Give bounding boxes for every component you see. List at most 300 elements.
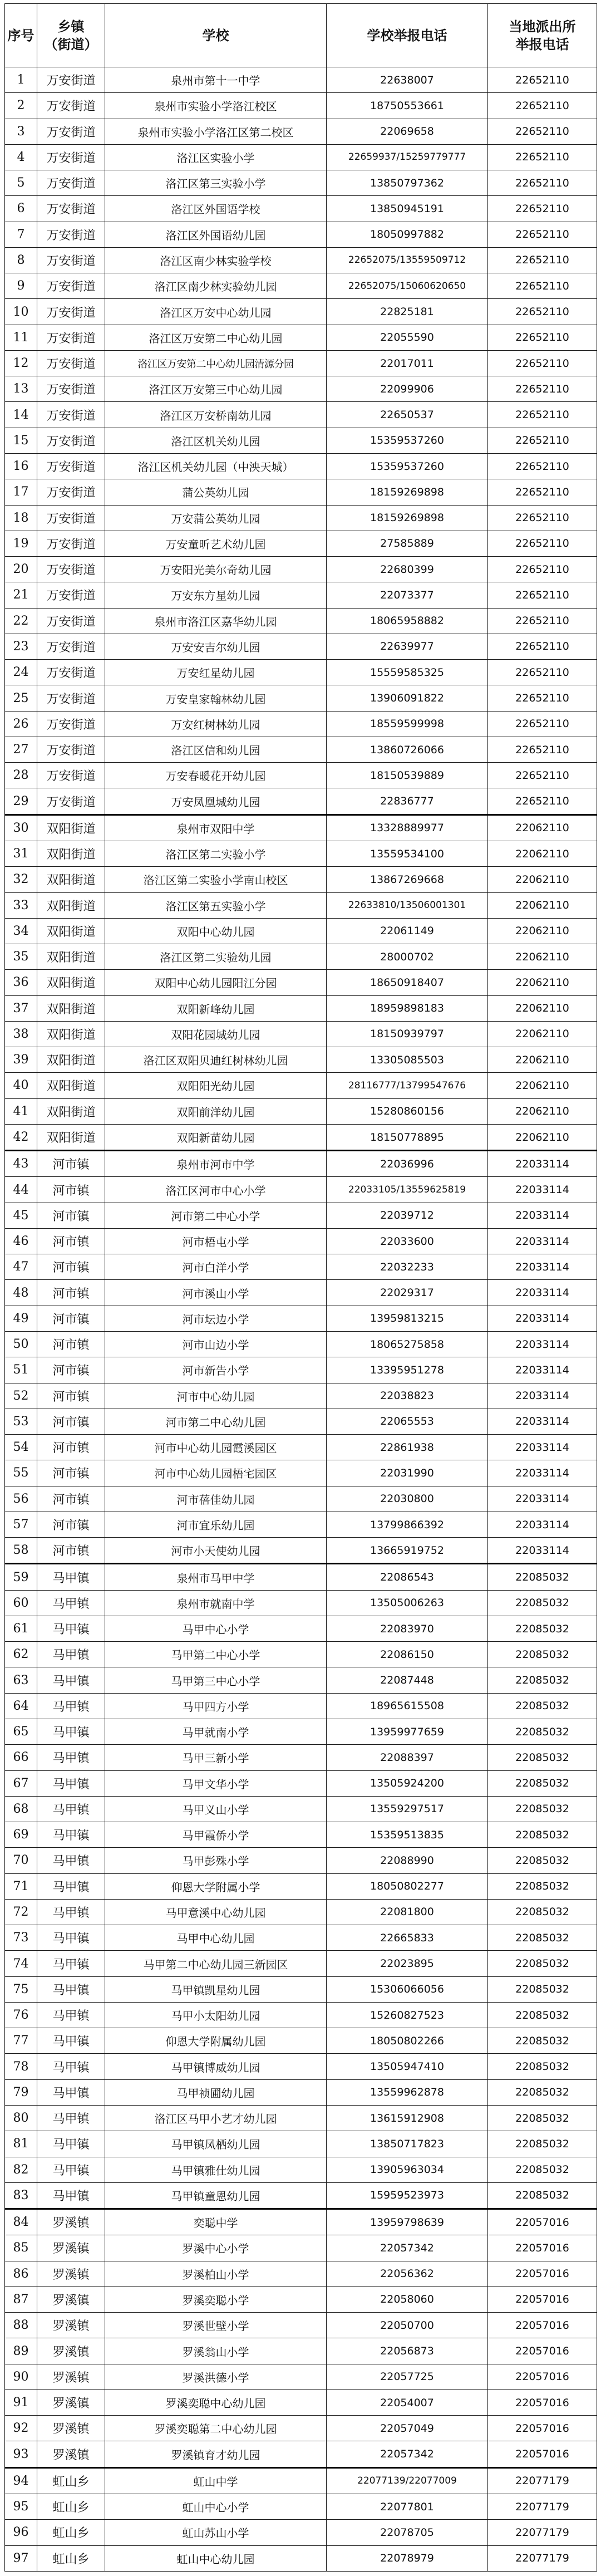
cell-school-phone: 22633810/13506001301 bbox=[327, 892, 488, 918]
cell-school-phone: 15359537260 bbox=[327, 428, 488, 453]
cell-school-phone: 18159269898 bbox=[327, 479, 488, 505]
table-row bbox=[5, 1873, 597, 1899]
table-row bbox=[5, 2338, 597, 2364]
table-row bbox=[5, 1770, 597, 1796]
cell-school-phone: 22038823 bbox=[327, 1383, 488, 1409]
cell-police-phone: 22062110 bbox=[488, 1047, 597, 1073]
cell-school-phone: 22088990 bbox=[327, 1848, 488, 1873]
table-row bbox=[5, 944, 597, 970]
cell-school: 洛江区第二实验幼儿园 bbox=[105, 944, 327, 970]
cell-town: 马甲镇 bbox=[37, 1719, 105, 1745]
cell-police-phone: 22062110 bbox=[488, 867, 597, 892]
cell-serial-number: 35 bbox=[5, 944, 37, 970]
cell-town: 双阳街道 bbox=[37, 918, 105, 944]
table-row bbox=[5, 1332, 597, 1357]
table-row bbox=[5, 479, 597, 505]
cell-school: 万安凤凰城幼儿园 bbox=[105, 788, 327, 814]
cell-serial-number: 14 bbox=[5, 402, 37, 428]
cell-serial-number: 29 bbox=[5, 788, 37, 814]
cell-police-phone: 22033114 bbox=[488, 1228, 597, 1254]
cell-police-phone: 22057016 bbox=[488, 2416, 597, 2441]
cell-town: 万安街道 bbox=[37, 428, 105, 453]
cell-police-phone: 22652110 bbox=[488, 247, 597, 273]
cell-serial-number: 40 bbox=[5, 1073, 37, 1098]
header-town-line2: （街道） bbox=[44, 36, 98, 52]
cell-town: 河市镇 bbox=[37, 1460, 105, 1486]
cell-school-phone: 18050802266 bbox=[327, 2028, 488, 2054]
cell-serial-number: 78 bbox=[5, 2054, 37, 2079]
cell-police-phone: 22652110 bbox=[488, 479, 597, 505]
cell-school-phone: 15359513835 bbox=[327, 1822, 488, 1848]
cell-school: 双阳中心幼儿园 bbox=[105, 918, 327, 944]
cell-town: 双阳街道 bbox=[37, 970, 105, 995]
cell-serial-number: 28 bbox=[5, 763, 37, 788]
table-row bbox=[5, 1357, 597, 1383]
cell-police-phone: 22033114 bbox=[488, 1512, 597, 1537]
cell-serial-number: 11 bbox=[5, 325, 37, 350]
cell-serial-number: 51 bbox=[5, 1357, 37, 1383]
cell-police-phone: 22057016 bbox=[488, 2261, 597, 2286]
cell-police-phone: 22652110 bbox=[488, 222, 597, 247]
cell-serial-number: 52 bbox=[5, 1383, 37, 1409]
header-town bbox=[37, 4, 105, 67]
table-row bbox=[5, 428, 597, 453]
cell-town: 万安街道 bbox=[37, 67, 105, 93]
cell-serial-number: 23 bbox=[5, 634, 37, 659]
cell-serial-number: 53 bbox=[5, 1409, 37, 1434]
cell-serial-number: 49 bbox=[5, 1306, 37, 1331]
header-police-line2: 举报电话 bbox=[515, 36, 569, 52]
cell-school-phone: 15306066056 bbox=[327, 1976, 488, 2002]
cell-police-phone: 22033114 bbox=[488, 1177, 597, 1203]
cell-police-phone: 22085032 bbox=[488, 1616, 597, 1641]
table-row bbox=[5, 247, 597, 273]
cell-town: 罗溪镇 bbox=[37, 2441, 105, 2467]
table-row bbox=[5, 1745, 597, 1770]
cell-town: 河市镇 bbox=[37, 1538, 105, 1564]
cell-school-phone: 22825181 bbox=[327, 299, 488, 325]
table-row bbox=[5, 737, 597, 762]
cell-school: 罗溪奕聪小学 bbox=[105, 2286, 327, 2312]
cell-town: 罗溪镇 bbox=[37, 2313, 105, 2338]
table-row bbox=[5, 685, 597, 711]
cell-police-phone: 22057016 bbox=[488, 2286, 597, 2312]
cell-police-phone: 22033114 bbox=[488, 1460, 597, 1486]
cell-police-phone: 22077179 bbox=[488, 2545, 597, 2572]
cell-police-phone: 22652110 bbox=[488, 119, 597, 144]
cell-school-phone: 22665833 bbox=[327, 1925, 488, 1951]
cell-police-phone: 22077179 bbox=[488, 2520, 597, 2545]
cell-serial-number: 4 bbox=[5, 144, 37, 170]
cell-police-phone: 22652110 bbox=[488, 67, 597, 93]
table-row bbox=[5, 1486, 597, 1512]
table-row bbox=[5, 892, 597, 918]
cell-school: 河市新告小学 bbox=[105, 1357, 327, 1383]
cell-school-phone: 22056873 bbox=[327, 2338, 488, 2364]
cell-serial-number: 95 bbox=[5, 2494, 37, 2519]
cell-serial-number: 86 bbox=[5, 2261, 37, 2286]
table-row bbox=[5, 918, 597, 944]
cell-school-phone: 22036996 bbox=[327, 1151, 488, 1177]
cell-school: 罗溪柏山小学 bbox=[105, 2261, 327, 2286]
cell-school-phone: 13860726066 bbox=[327, 737, 488, 762]
cell-school: 马甲三新小学 bbox=[105, 1745, 327, 1770]
cell-school: 双阳新苗幼儿园 bbox=[105, 1124, 327, 1150]
cell-school: 双阳花园城幼儿园 bbox=[105, 1021, 327, 1047]
cell-school: 奕聪中学 bbox=[105, 2209, 327, 2235]
cell-police-phone: 22062110 bbox=[488, 1021, 597, 1047]
cell-school: 洛江区外国语学校 bbox=[105, 196, 327, 222]
cell-town: 马甲镇 bbox=[37, 2028, 105, 2054]
cell-school-phone: 22029317 bbox=[327, 1280, 488, 1306]
cell-school: 河市第二中心幼儿园 bbox=[105, 1409, 327, 1434]
cell-school-phone: 13850797362 bbox=[327, 170, 488, 196]
cell-serial-number: 46 bbox=[5, 1228, 37, 1254]
cell-town: 双阳街道 bbox=[37, 1124, 105, 1150]
cell-police-phone: 22057016 bbox=[488, 2235, 597, 2261]
cell-school: 马甲中心小学 bbox=[105, 1616, 327, 1641]
cell-school-phone: 15260827523 bbox=[327, 2002, 488, 2028]
cell-serial-number: 93 bbox=[5, 2441, 37, 2467]
table-row bbox=[5, 2494, 597, 2519]
cell-town: 河市镇 bbox=[37, 1203, 105, 1228]
table-row bbox=[5, 505, 597, 531]
cell-police-phone: 22033114 bbox=[488, 1203, 597, 1228]
cell-school-phone: 22088397 bbox=[327, 1745, 488, 1770]
report-phone-table bbox=[4, 3, 597, 2572]
header-serial-number: 序号 bbox=[5, 4, 37, 67]
cell-school-phone: 13867269668 bbox=[327, 867, 488, 892]
cell-school: 万安阳光美尔奇幼儿园 bbox=[105, 557, 327, 582]
cell-school: 河市梧屯小学 bbox=[105, 1228, 327, 1254]
cell-school: 虹山中学 bbox=[105, 2467, 327, 2494]
table-row bbox=[5, 582, 597, 608]
cell-town: 马甲镇 bbox=[37, 1642, 105, 1667]
cell-serial-number: 82 bbox=[5, 2157, 37, 2182]
cell-serial-number: 73 bbox=[5, 1925, 37, 1951]
cell-town: 万安街道 bbox=[37, 582, 105, 608]
table-row bbox=[5, 1693, 597, 1719]
table-row bbox=[5, 1280, 597, 1306]
cell-police-phone: 22033114 bbox=[488, 1486, 597, 1512]
cell-serial-number: 19 bbox=[5, 531, 37, 556]
cell-serial-number: 79 bbox=[5, 2079, 37, 2105]
table-row bbox=[5, 2054, 597, 2079]
header-police-phone bbox=[488, 4, 597, 67]
cell-school-phone: 13559534100 bbox=[327, 841, 488, 866]
cell-school: 万安蒲公英幼儿园 bbox=[105, 505, 327, 531]
cell-school: 万安童昕艺术幼儿园 bbox=[105, 531, 327, 556]
table-row bbox=[5, 970, 597, 995]
cell-school: 洛江区万安桥南幼儿园 bbox=[105, 402, 327, 428]
cell-school: 泉州市洛江区嘉华幼儿园 bbox=[105, 608, 327, 634]
table-row bbox=[5, 1564, 597, 1590]
cell-school-phone: 22081800 bbox=[327, 1899, 488, 1925]
cell-school: 万安红树林幼儿园 bbox=[105, 711, 327, 737]
cell-police-phone: 22077179 bbox=[488, 2494, 597, 2519]
cell-school-phone: 13906091822 bbox=[327, 685, 488, 711]
cell-school: 马甲小太阳幼儿园 bbox=[105, 2002, 327, 2028]
table-row bbox=[5, 170, 597, 196]
cell-serial-number: 41 bbox=[5, 1098, 37, 1124]
cell-school-phone: 22077801 bbox=[327, 2494, 488, 2519]
table-row bbox=[5, 1306, 597, 1331]
cell-town: 万安街道 bbox=[37, 247, 105, 273]
cell-police-phone: 22033114 bbox=[488, 1332, 597, 1357]
cell-school: 洛江区万安第二中心幼儿园 bbox=[105, 325, 327, 350]
cell-serial-number: 2 bbox=[5, 93, 37, 119]
cell-town: 罗溪镇 bbox=[37, 2235, 105, 2261]
table-row bbox=[5, 1822, 597, 1848]
cell-town: 河市镇 bbox=[37, 1151, 105, 1177]
cell-school-phone: 13505947410 bbox=[327, 2054, 488, 2079]
cell-serial-number: 9 bbox=[5, 273, 37, 299]
cell-police-phone: 22062110 bbox=[488, 1073, 597, 1098]
table-row bbox=[5, 2261, 597, 2286]
cell-school-phone: 22638007 bbox=[327, 67, 488, 93]
table-row bbox=[5, 1460, 597, 1486]
cell-town: 马甲镇 bbox=[37, 1925, 105, 1951]
cell-school-phone: 22050700 bbox=[327, 2313, 488, 2338]
cell-police-phone: 22085032 bbox=[488, 1642, 597, 1667]
cell-police-phone: 22652110 bbox=[488, 453, 597, 479]
cell-town: 罗溪镇 bbox=[37, 2338, 105, 2364]
table-row bbox=[5, 995, 597, 1021]
table-row bbox=[5, 273, 597, 299]
cell-school-phone: 18050802277 bbox=[327, 1873, 488, 1899]
cell-police-phone: 22062110 bbox=[488, 970, 597, 995]
cell-school-phone: 22836777 bbox=[327, 788, 488, 814]
cell-police-phone: 22085032 bbox=[488, 2157, 597, 2182]
table-header-row bbox=[5, 4, 597, 67]
table-row bbox=[5, 222, 597, 247]
table-row bbox=[5, 557, 597, 582]
cell-school: 河市山边小学 bbox=[105, 1332, 327, 1357]
table-row bbox=[5, 711, 597, 737]
cell-school: 洛江区南少林实验学校 bbox=[105, 247, 327, 273]
cell-town: 双阳街道 bbox=[37, 995, 105, 1021]
cell-police-phone: 22085032 bbox=[488, 1951, 597, 1976]
cell-school: 罗溪翁山小学 bbox=[105, 2338, 327, 2364]
cell-police-phone: 22652110 bbox=[488, 557, 597, 582]
cell-town: 罗溪镇 bbox=[37, 2364, 105, 2389]
cell-town: 双阳街道 bbox=[37, 944, 105, 970]
cell-police-phone: 22033114 bbox=[488, 1151, 597, 1177]
cell-police-phone: 22085032 bbox=[488, 1925, 597, 1951]
table-row bbox=[5, 2079, 597, 2105]
table-row bbox=[5, 402, 597, 428]
cell-town: 万安街道 bbox=[37, 222, 105, 247]
cell-town: 河市镇 bbox=[37, 1177, 105, 1203]
cell-serial-number: 77 bbox=[5, 2028, 37, 2054]
cell-police-phone: 22085032 bbox=[488, 1899, 597, 1925]
cell-school-phone: 22077139/22077009 bbox=[327, 2467, 488, 2494]
cell-town: 万安街道 bbox=[37, 737, 105, 762]
table-row bbox=[5, 1976, 597, 2002]
cell-police-phone: 22652110 bbox=[488, 376, 597, 402]
cell-school-phone: 22069658 bbox=[327, 119, 488, 144]
cell-serial-number: 72 bbox=[5, 1899, 37, 1925]
cell-town: 罗溪镇 bbox=[37, 2286, 105, 2312]
cell-serial-number: 12 bbox=[5, 350, 37, 376]
cell-school: 洛江区第二实验小学 bbox=[105, 841, 327, 866]
cell-serial-number: 34 bbox=[5, 918, 37, 944]
cell-serial-number: 54 bbox=[5, 1435, 37, 1460]
cell-school: 马甲第二中心小学 bbox=[105, 1642, 327, 1667]
cell-police-phone: 22085032 bbox=[488, 2002, 597, 2028]
cell-police-phone: 22057016 bbox=[488, 2338, 597, 2364]
cell-school: 罗溪中心小学 bbox=[105, 2235, 327, 2261]
cell-town: 河市镇 bbox=[37, 1332, 105, 1357]
cell-school: 马甲四方小学 bbox=[105, 1693, 327, 1719]
cell-school: 河市宜乐幼儿园 bbox=[105, 1512, 327, 1537]
cell-serial-number: 13 bbox=[5, 376, 37, 402]
cell-school: 马甲意溪中心幼儿园 bbox=[105, 1899, 327, 1925]
cell-town: 河市镇 bbox=[37, 1409, 105, 1434]
cell-school: 河市中心幼儿园霞溪园区 bbox=[105, 1435, 327, 1460]
cell-police-phone: 22652110 bbox=[488, 531, 597, 556]
cell-town: 万安街道 bbox=[37, 402, 105, 428]
cell-school: 泉州市实验小学洛江区第二校区 bbox=[105, 119, 327, 144]
table-row bbox=[5, 1203, 597, 1228]
cell-town: 马甲镇 bbox=[37, 1899, 105, 1925]
cell-police-phone: 22033114 bbox=[488, 1383, 597, 1409]
cell-serial-number: 75 bbox=[5, 1976, 37, 2002]
cell-school-phone: 15359537260 bbox=[327, 453, 488, 479]
cell-serial-number: 45 bbox=[5, 1203, 37, 1228]
cell-serial-number: 47 bbox=[5, 1254, 37, 1280]
cell-town: 万安街道 bbox=[37, 196, 105, 222]
table-row bbox=[5, 2235, 597, 2261]
table-row bbox=[5, 2545, 597, 2572]
cell-school-phone: 13328889977 bbox=[327, 814, 488, 841]
cell-school-phone: 13850945191 bbox=[327, 196, 488, 222]
table-row bbox=[5, 2520, 597, 2545]
cell-school-phone: 13305085503 bbox=[327, 1047, 488, 1073]
cell-police-phone: 22033114 bbox=[488, 1280, 597, 1306]
cell-school-phone: 22652075/13559509712 bbox=[327, 247, 488, 273]
cell-serial-number: 1 bbox=[5, 67, 37, 93]
cell-police-phone: 22057016 bbox=[488, 2389, 597, 2415]
cell-school: 泉州市河市中学 bbox=[105, 1151, 327, 1177]
cell-town: 虹山乡 bbox=[37, 2545, 105, 2572]
cell-serial-number: 97 bbox=[5, 2545, 37, 2572]
cell-school: 洛江区机关幼儿园（中泱天城） bbox=[105, 453, 327, 479]
cell-school: 马甲镇博威幼儿园 bbox=[105, 2054, 327, 2079]
cell-police-phone: 22652110 bbox=[488, 582, 597, 608]
cell-school: 马甲镇凤栖幼儿园 bbox=[105, 2131, 327, 2157]
table-row bbox=[5, 144, 597, 170]
cell-town: 马甲镇 bbox=[37, 1616, 105, 1641]
cell-police-phone: 22085032 bbox=[488, 1976, 597, 2002]
cell-police-phone: 22652110 bbox=[488, 428, 597, 453]
cell-school-phone: 15959523973 bbox=[327, 2182, 488, 2209]
cell-police-phone: 22085032 bbox=[488, 1745, 597, 1770]
cell-school: 马甲文华小学 bbox=[105, 1770, 327, 1796]
cell-school: 万安红星幼儿园 bbox=[105, 660, 327, 685]
cell-police-phone: 22652110 bbox=[488, 685, 597, 711]
cell-police-phone: 22652110 bbox=[488, 402, 597, 428]
cell-serial-number: 89 bbox=[5, 2338, 37, 2364]
cell-town: 罗溪镇 bbox=[37, 2389, 105, 2415]
cell-school-phone: 22086543 bbox=[327, 1564, 488, 1590]
table-row bbox=[5, 1098, 597, 1124]
cell-town: 万安街道 bbox=[37, 788, 105, 814]
cell-school: 虹山中心幼儿园 bbox=[105, 2545, 327, 2572]
cell-town: 河市镇 bbox=[37, 1357, 105, 1383]
cell-school-phone: 22083970 bbox=[327, 1616, 488, 1641]
cell-police-phone: 22085032 bbox=[488, 2105, 597, 2131]
cell-school: 洛江区万安第二中心幼儿园清源分园 bbox=[105, 350, 327, 376]
cell-town: 万安街道 bbox=[37, 325, 105, 350]
cell-school: 河市坛边小学 bbox=[105, 1306, 327, 1331]
cell-serial-number: 74 bbox=[5, 1951, 37, 1976]
cell-serial-number: 50 bbox=[5, 1332, 37, 1357]
cell-school: 洛江区信和幼儿园 bbox=[105, 737, 327, 762]
cell-serial-number: 90 bbox=[5, 2364, 37, 2389]
table-row bbox=[5, 1719, 597, 1745]
cell-school-phone: 22058060 bbox=[327, 2286, 488, 2312]
cell-town: 万安街道 bbox=[37, 557, 105, 582]
cell-school: 河市第二中心小学 bbox=[105, 1203, 327, 1228]
cell-police-phone: 22085032 bbox=[488, 1796, 597, 1822]
cell-school: 仰恩大学附属小学 bbox=[105, 1873, 327, 1899]
cell-school-phone: 18150539889 bbox=[327, 763, 488, 788]
cell-town: 河市镇 bbox=[37, 1280, 105, 1306]
cell-town: 双阳街道 bbox=[37, 892, 105, 918]
cell-serial-number: 55 bbox=[5, 1460, 37, 1486]
cell-serial-number: 56 bbox=[5, 1486, 37, 1512]
cell-town: 万安街道 bbox=[37, 660, 105, 685]
cell-town: 万安街道 bbox=[37, 119, 105, 144]
cell-town: 马甲镇 bbox=[37, 1976, 105, 2002]
cell-police-phone: 22085032 bbox=[488, 1719, 597, 1745]
cell-town: 马甲镇 bbox=[37, 1693, 105, 1719]
cell-school: 马甲中心幼儿园 bbox=[105, 1925, 327, 1951]
cell-school-phone: 22057342 bbox=[327, 2441, 488, 2467]
cell-police-phone: 22652110 bbox=[488, 608, 597, 634]
cell-serial-number: 39 bbox=[5, 1047, 37, 1073]
cell-serial-number: 59 bbox=[5, 1564, 37, 1590]
cell-serial-number: 96 bbox=[5, 2520, 37, 2545]
cell-serial-number: 24 bbox=[5, 660, 37, 685]
cell-school-phone: 22073377 bbox=[327, 582, 488, 608]
cell-school-phone: 13505006263 bbox=[327, 1590, 488, 1616]
cell-serial-number: 38 bbox=[5, 1021, 37, 1047]
cell-police-phone: 22652110 bbox=[488, 350, 597, 376]
cell-school-phone: 15559585325 bbox=[327, 660, 488, 685]
cell-school: 马甲霞侨小学 bbox=[105, 1822, 327, 1848]
cell-school: 河市溪山小学 bbox=[105, 1280, 327, 1306]
cell-serial-number: 80 bbox=[5, 2105, 37, 2131]
cell-police-phone: 22062110 bbox=[488, 995, 597, 1021]
cell-serial-number: 7 bbox=[5, 222, 37, 247]
cell-school: 泉州市就南中学 bbox=[105, 1590, 327, 1616]
cell-school: 双阳阳光幼儿园 bbox=[105, 1073, 327, 1098]
cell-police-phone: 22652110 bbox=[488, 505, 597, 531]
cell-town: 马甲镇 bbox=[37, 1822, 105, 1848]
cell-school: 马甲彭殊小学 bbox=[105, 1848, 327, 1873]
cell-serial-number: 42 bbox=[5, 1124, 37, 1150]
cell-town: 罗溪镇 bbox=[37, 2261, 105, 2286]
table-row bbox=[5, 67, 597, 93]
table-row bbox=[5, 2209, 597, 2235]
cell-school: 蒲公英幼儿园 bbox=[105, 479, 327, 505]
cell-town: 罗溪镇 bbox=[37, 2416, 105, 2441]
cell-school-phone: 18065958882 bbox=[327, 608, 488, 634]
cell-police-phone: 22062110 bbox=[488, 1098, 597, 1124]
cell-serial-number: 61 bbox=[5, 1616, 37, 1641]
